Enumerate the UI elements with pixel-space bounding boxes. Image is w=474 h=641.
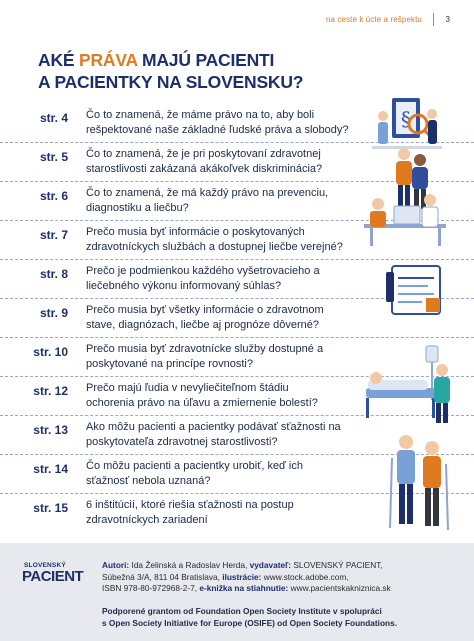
slovensky-pacient-logo: SLOVENSKÝ PACIENT — [22, 562, 84, 585]
toc-question[interactable]: Prečo musia byť informácie o poskytovaných zdravotníckych službách a dostupnej liečbe verejné? — [86, 226, 343, 253]
toc-page-ref[interactable]: str. 5 — [39, 150, 68, 164]
toc-page-ref[interactable]: str. 9 — [39, 306, 68, 320]
toc-question[interactable]: Prečo musia byť zdravotnícke služby dostupné a poskytované na princípe rovnosti? — [86, 343, 324, 370]
header-separator — [433, 13, 434, 26]
header-tagline: na ceste k úcte a rešpektu — [326, 15, 422, 24]
toc-question[interactable]: Prečo musia byť všetky informácie o zdravotnom stave, diagnózach, liečbe aj prognóze dôverné? — [86, 304, 324, 331]
page-number: 3 — [445, 15, 450, 24]
law-justice-illustration — [372, 92, 442, 154]
patients-with-crutches-illustration — [386, 432, 452, 536]
toc-divider — [0, 259, 474, 260]
grant-acknowledgement: Podporené grantom od Foundation Open Society Institute v spolupráci s Open Society Initiative for Europe (OSIFE) od Open Society Foundations. — [102, 606, 398, 628]
page-footer — [0, 543, 474, 641]
toc-question[interactable]: Čo to znamená, že má každý právo na prevenciu, diagnostiku a liečbu? — [86, 187, 329, 214]
toc-question[interactable]: 6 inštitúcií, ktoré riešia sťažnosti na postup zdravotníckych zariadení — [86, 499, 294, 526]
page-title — [38, 49, 303, 93]
title-line-2: A PACIENTKY NA SLOVENSKU? — [38, 72, 304, 92]
toc-question[interactable]: Čo môžu pacienti a pacientky urobiť, keď ich sťažnosť nebola uznaná? — [86, 460, 303, 487]
toc-page-ref[interactable]: str. 13 — [33, 423, 68, 437]
medical-data-illustration — [386, 262, 448, 318]
svg-text:§: § — [401, 107, 411, 131]
toc-question[interactable]: Prečo je podmienkou každého vyšetrovacieho a liečebného výkonu informovaný súhlas? — [86, 265, 320, 292]
toc-page-ref[interactable]: str. 8 — [39, 267, 68, 281]
toc-page-ref[interactable]: str. 7 — [39, 228, 68, 242]
ebook-label: e-knižka na stiahnutie: — [199, 583, 289, 594]
credits-text: Autori: Ida Želinská a Radoslav Herda, vydavateľ: SLOVENSKÝ PACIENT, Súbežná 3/A, 811 04 Bratislava, ilustrácie: www.stock.adobe.com, ISBN 978-80-972968-2-7, e-knižka na stiahnutie: www.pacientskakniznica.sk — [102, 560, 391, 594]
toc-page-ref[interactable]: str. 4 — [39, 111, 68, 125]
hospital-bed-illustration — [362, 340, 454, 428]
toc-page-ref[interactable]: str. 15 — [33, 501, 68, 515]
toc-page-ref[interactable]: str. 14 — [33, 462, 68, 476]
toc-divider — [0, 337, 474, 338]
title-accent: PRÁVA — [79, 50, 138, 70]
toc-question[interactable]: Ako môžu pacienti a pacientky podávať sťažnosti na poskytovateľa zdravotnej starostlivosti? — [86, 421, 341, 448]
toc-page-ref[interactable]: str. 6 — [39, 189, 68, 203]
title-line-1: AKÉ PRÁVA MAJÚ PACIENTI — [38, 50, 275, 70]
toc-page-ref[interactable]: str. 12 — [33, 384, 68, 398]
toc-question[interactable]: Prečo majú ľudia v nevyliečiteľnom štádiu ochorenia právo na úľavu a zmiernenie bolestí? — [86, 382, 318, 409]
toc-question[interactable]: Čo to znamená, že máme právo na to, aby boli rešpektované naše základné ľudské práva a slobody? — [86, 109, 349, 136]
ebook-link[interactable]: www.pacientskakniznica.sk — [288, 583, 391, 594]
toc-page-ref[interactable]: str. 10 — [33, 345, 68, 359]
doctor-consultation-illustration — [360, 190, 450, 248]
toc-question[interactable]: Čo to znamená, že je pri poskytovaní zdravotnej starostlivosti zakázaná akákoľvek diskriminácia? — [86, 148, 323, 175]
page-header — [0, 0, 474, 34]
